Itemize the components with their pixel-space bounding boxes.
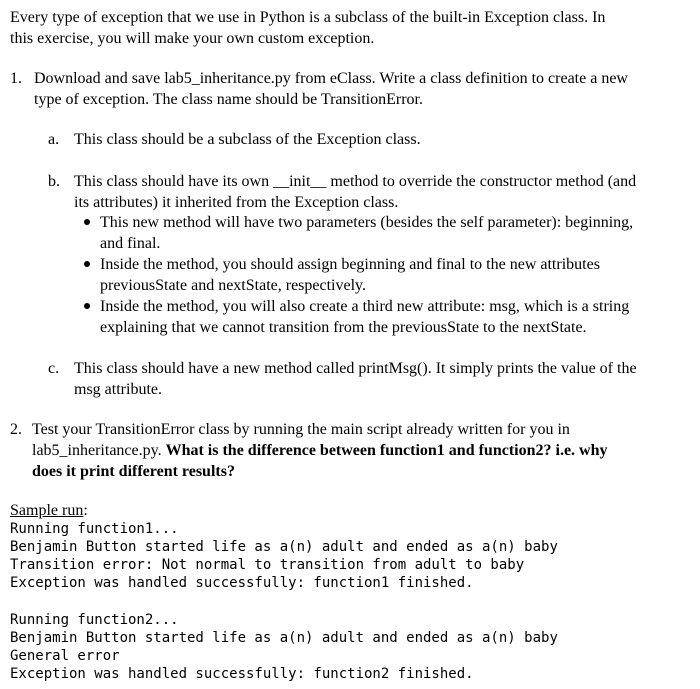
- q1c-label: c.: [48, 360, 60, 377]
- q1b-line-1: This class should have its own __init__ method to override the constructor method (and: [74, 173, 637, 190]
- q2-line-3: does it print different results?: [32, 463, 235, 480]
- sample-run-colon: :: [83, 502, 88, 519]
- q1b-line-2: its attributes) it inherited from the Exception class.: [74, 194, 399, 211]
- bullet-icon: [84, 261, 90, 267]
- sample-output-line-2: Benjamin Button started life as a(n) adult and ended as a(n) baby: [10, 539, 558, 555]
- sample-run-heading: [10, 500, 88, 521]
- q1-line-1: Download and save lab5_inheritance.py from eClass. Write a class definition to create a new: [34, 70, 628, 87]
- q1b-bullet-2-line-2: previousState and nextState, respectively.: [100, 277, 366, 294]
- q1-number: 1.: [10, 70, 22, 87]
- sample-output-line-8: General error: [10, 648, 120, 664]
- q2-line-2-plain: lab5_inheritance.py.: [32, 442, 166, 459]
- bullet-icon: [84, 303, 90, 309]
- q2-line-1: Test your TransitionError class by running the main script already written for you in: [32, 421, 570, 438]
- q2-number: 2.: [10, 421, 22, 438]
- q1c-line-2: msg attribute.: [74, 381, 162, 398]
- q1b-bullet-3-line-1: Inside the method, you will also create a third new attribute: msg, which is a string: [100, 298, 630, 315]
- sample-output-line-3: Transition error: Not normal to transition from adult to baby: [10, 557, 525, 573]
- q1c-line-1: This class should have a new method called printMsg(). It simply prints the value of the: [74, 360, 637, 377]
- q1-line-2: type of exception. The class name should be TransitionError.: [34, 91, 423, 108]
- q2-line-2-bold: What is the difference between function1 and function2? i.e. why: [165, 442, 608, 459]
- sample-output-line-9: Exception was handled successfully: function2 finished.: [10, 666, 474, 682]
- q2-line-2: [32, 440, 608, 461]
- q1b-bullet-1-line-1: This new method will have two parameters (besides the self parameter): beginning,: [100, 214, 634, 231]
- sample-run-label: Sample run: [10, 502, 84, 519]
- q1a-label: a.: [48, 131, 60, 148]
- q1a-text: This class should be a subclass of the Exception class.: [74, 131, 421, 148]
- q1b-label: b.: [48, 173, 60, 190]
- sample-output-line-7: Benjamin Button started life as a(n) adult and ended as a(n) baby: [10, 630, 558, 646]
- sample-output-line-4: Exception was handled successfully: function1 finished.: [10, 575, 474, 591]
- bullet-icon: [84, 219, 90, 225]
- q1b-bullet-1-line-2: and final.: [100, 235, 161, 252]
- q1b-bullet-3-line-2: explaining that we cannot transition from the previousState to the nextState.: [100, 319, 587, 336]
- intro-line-1: Every type of exception that we use in Python is a subclass of the built-in Exception class. In: [10, 9, 606, 26]
- sample-output-line-6: Running function2...: [10, 612, 179, 628]
- q1b-bullet-2-line-1: Inside the method, you should assign beginning and final to the new attributes: [100, 256, 600, 273]
- sample-output-line-1: Running function1...: [10, 521, 179, 537]
- intro-line-2: this exercise, you will make your own custom exception.: [10, 30, 375, 47]
